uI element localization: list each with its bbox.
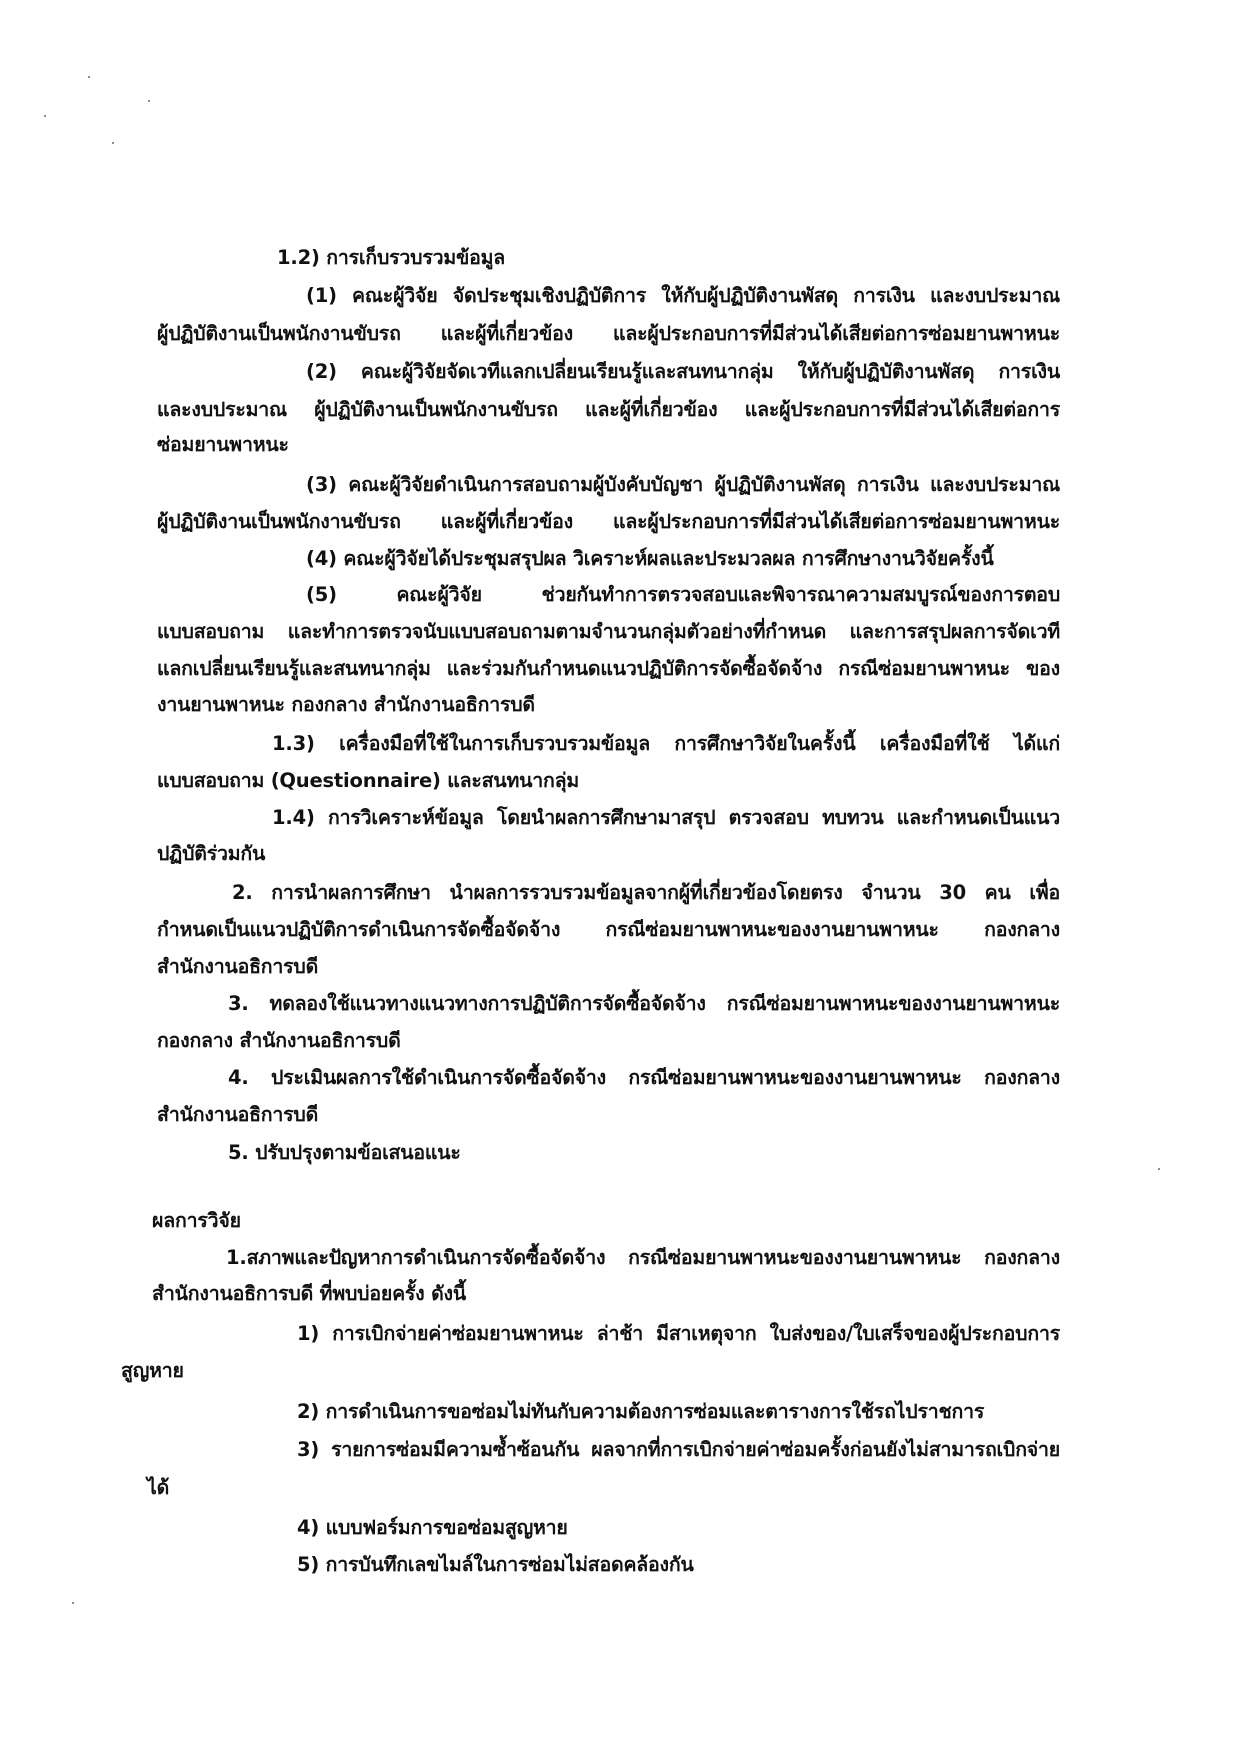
paragraph-line: สำนักงานอธิการบดี	[157, 1103, 319, 1126]
scan-speck	[88, 76, 90, 78]
paragraph-line: 5. ปรับปรุงตามข้อเสนอแนะ	[228, 1141, 461, 1164]
paragraph-line: สำนักงานอธิการบดี	[157, 955, 319, 978]
paragraph-line: กำหนดเป็นแนวปฏิบัติการดำเนินการจัดซื้อจัดจ้าง กรณีซ่อมยานพาหนะของงานยานพาหนะ กองกลาง	[157, 918, 1060, 941]
paragraph-line: (3) คณะผู้วิจัยดำเนินการสอบถามผู้บังคับบัญชา ผู้ปฏิบัติงานพัสดุ การเงิน และงบประมาณ	[306, 473, 1060, 496]
list-item: สูญหาย	[121, 1359, 184, 1382]
paragraph-line: (4) คณะผู้วิจัยได้ประชุมสรุปผล วิเคราะห์ผลและประมวลผล การศึกษางานวิจัยครั้งนี้	[306, 547, 994, 570]
paragraph-line: แลกเปลี่ยนเรียนรู้และสนทนากลุ่ม และร่วมกันกำหนดแนวปฏิบัติการจัดซื้อจัดจ้าง กรณีซ่อมยานพาหนะ ของ	[157, 657, 1060, 680]
paragraph-line: แบบสอบถาม (Questionnaire) และสนทนากลุ่ม	[157, 769, 580, 792]
paragraph-line: กองกลาง สำนักงานอธิการบดี	[157, 1029, 401, 1052]
scan-speck	[72, 1602, 74, 1604]
paragraph-line: (2) คณะผู้วิจัยจัดเวทีแลกเปลี่ยนเรียนรู้และสนทนากลุ่ม ให้กับผู้ปฏิบัติงานพัสดุ การเงิน	[306, 360, 1060, 383]
paragraph-line: ผู้ปฏิบัติงานเป็นพนักงานขับรถ และผู้ที่เกี่ยวข้อง และผู้ประกอบการที่มีส่วนได้เสียต่อการซ่อมยานพาหนะ	[157, 510, 1060, 533]
paragraph-line: สำนักงานอธิการบดี ที่พบบ่อยครั้ง ดังนี้	[152, 1282, 467, 1305]
list-item: 5) การบันทึกเลขไมล์ในการซ่อมไม่สอดคล้องกัน	[297, 1553, 694, 1576]
scan-speck	[148, 100, 150, 102]
scan-speck	[44, 115, 46, 117]
paragraph-line: 1.4) การวิเคราะห์ข้อมูล โดยนำผลการศึกษามาสรุป ตรวจสอบ ทบทวน และกำหนดเป็นแนว	[272, 806, 1060, 829]
paragraph-line: (5) คณะผู้วิจัย ช่วยกันทำการตรวจสอบและพิจารณาความสมบูรณ์ของการตอบ	[306, 583, 1060, 606]
paragraph-line: (1) คณะผู้วิจัย จัดประชุมเชิงปฏิบัติการ ให้กับผู้ปฏิบัติงานพัสดุ การเงิน และงบประมาณ	[306, 284, 1060, 307]
paragraph-line: งานยานพาหนะ กองกลาง สำนักงานอธิการบดี	[157, 693, 535, 716]
scan-speck	[1158, 1168, 1160, 1170]
list-item: ได้	[147, 1476, 170, 1499]
paragraph-line: 1.สภาพและปัญหาการดำเนินการจัดซื้อจัดจ้าง กรณีซ่อมยานพาหนะของงานยานพาหนะ กองกลาง	[226, 1246, 1060, 1269]
paragraph-line: ผู้ปฏิบัติงานเป็นพนักงานขับรถ และผู้ที่เกี่ยวข้อง และผู้ประกอบการที่มีส่วนได้เสียต่อการซ่อมยานพาหนะ	[157, 322, 1060, 345]
paragraph-line: และงบประมาณ ผู้ปฏิบัติงานเป็นพนักงานขับรถ และผู้ที่เกี่ยวข้อง และผู้ประกอบการที่มีส่วนได้เสียต่อการ	[157, 398, 1060, 421]
paragraph-line: แบบสอบถาม และทำการตรวจนับแบบสอบถามตามจำนวนกลุ่มตัวอย่างที่กำหนด และการสรุปผลการจัดเวที	[157, 620, 1060, 643]
paragraph-line: 1.3) เครื่องมือที่ใช้ในการเก็บรวบรวมข้อมูล การศึกษาวิจัยในครั้งนี้ เครื่องมือที่ใช้ ได้แก่	[272, 732, 1060, 755]
scan-speck	[112, 142, 114, 144]
list-item: 3) รายการซ่อมมีความซ้ำซ้อนกัน ผลจากที่การเบิกจ่ายค่าซ่อมครั้งก่อนยังไม่สามารถเบิกจ่าย	[297, 1438, 1060, 1461]
paragraph-line: 2. การนำผลการศึกษา นำผลการรวบรวมข้อมูลจากผู้ที่เกี่ยวข้องโดยตรง จำนวน 30 คน เพื่อ	[232, 881, 1060, 904]
section-heading: 1.2) การเก็บรวบรวมข้อมูล	[277, 246, 506, 269]
paragraph-line: 3. ทดลองใช้แนวทางแนวทางการปฏิบัติการจัดซื้อจัดจ้าง กรณีซ่อมยานพาหนะของงานยานพาหนะ	[228, 992, 1060, 1015]
list-item: 4) แบบฟอร์มการขอซ่อมสูญหาย	[297, 1516, 568, 1539]
paragraph-line: ซ่อมยานพาหนะ	[157, 433, 289, 456]
list-item: 2) การดำเนินการขอซ่อมไม่ทันกับความต้องการซ่อมและตารางการใช้รถไปราชการ	[297, 1400, 985, 1423]
list-item: 1) การเบิกจ่ายค่าซ่อมยานพาหนะ ล่าช้า มีสาเหตุจาก ใบส่งของ/ใบเสร็จของผู้ประกอบการ	[297, 1322, 1060, 1345]
paragraph-line: 4. ประเมินผลการใช้ดำเนินการจัดซื้อจัดจ้าง กรณีซ่อมยานพาหนะของงานยานพาหนะ กองกลาง	[228, 1066, 1060, 1089]
results-heading: ผลการวิจัย	[152, 1209, 241, 1232]
paragraph-line: ปฏิบัติร่วมกัน	[157, 842, 266, 865]
